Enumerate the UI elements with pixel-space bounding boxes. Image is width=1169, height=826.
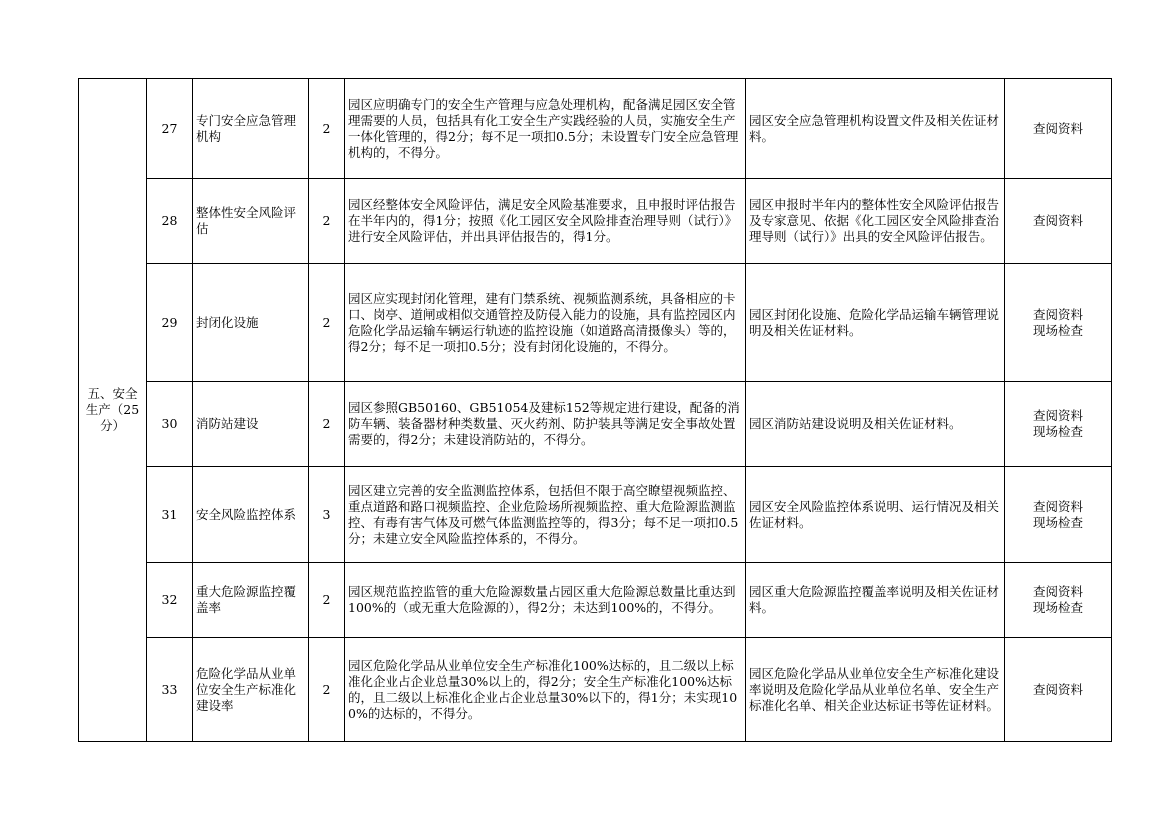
review-method-line: 现场检查 xyxy=(1032,322,1083,338)
item-number: 27 xyxy=(147,79,193,179)
item-name: 危险化学品从业单位安全生产标准化建设率 xyxy=(193,638,309,742)
review-method xyxy=(1005,264,1112,382)
item-number: 30 xyxy=(147,382,193,467)
category-cell: 五、安全生产（25分） xyxy=(79,79,147,742)
review-method-line: 现场检查 xyxy=(1032,514,1083,530)
review-method-line: 查阅资料 xyxy=(1032,408,1083,423)
item-score: 2 xyxy=(309,382,345,467)
item-number: 28 xyxy=(147,179,193,264)
required-materials: 园区安全风险监控体系说明、运行情况及相关佐证材料。 xyxy=(746,467,1005,563)
review-method xyxy=(1005,467,1112,563)
item-score: 2 xyxy=(309,563,345,638)
review-method-line: 查阅资料 xyxy=(1032,213,1083,228)
review-method-line: 查阅资料 xyxy=(1032,681,1083,697)
review-method-line: 现场检查 xyxy=(1032,424,1083,439)
table-row xyxy=(79,467,1112,563)
review-method-line: 查阅资料 xyxy=(1032,584,1083,599)
item-name: 整体性安全风险评估 xyxy=(193,179,309,264)
table-row xyxy=(79,563,1112,638)
table-row xyxy=(79,79,1112,179)
item-number: 33 xyxy=(147,638,193,742)
review-method xyxy=(1005,179,1112,264)
scoring-standard: 园区规范监控监管的重大危险源数量占园区重大危险源总数量比重达到100%的（或无重大危险源的），得2分；未达到100%的，不得分。 xyxy=(345,563,746,638)
item-number: 29 xyxy=(147,264,193,382)
scoring-standard: 园区经整体安全风险评估，满足安全风险基准要求，且申报时评估报告在半年内的，得1分；按照《化工园区安全风险排查治理导则（试行）》进行安全风险评估，并出具评估报告的，得1分。 xyxy=(345,179,746,264)
item-score: 2 xyxy=(309,264,345,382)
review-method-line: 现场检查 xyxy=(1032,600,1083,615)
review-method xyxy=(1005,382,1112,467)
scoring-standard: 园区危险化学品从业单位安全生产标准化100%达标的，且二级以上标准化企业占企业总量30%以上的，得2分；安全生产标准化100%达标的，且二级以上标准化企业占企业总量30%以下的，得1分；未实现100%的达标的，不得分。 xyxy=(345,638,746,742)
required-materials: 园区安全应急管理机构设置文件及相关佐证材料。 xyxy=(746,79,1005,179)
required-materials: 园区封闭化设施、危险化学品运输车辆管理说明及相关佐证材料。 xyxy=(746,264,1005,382)
table-row xyxy=(79,264,1112,382)
table-row xyxy=(79,382,1112,467)
evaluation-table xyxy=(78,78,1112,742)
required-materials: 园区危险化学品从业单位安全生产标准化建设率说明及危险化学品从业单位名单、安全生产标准化名单、相关企业达标证书等佐证材料。 xyxy=(746,638,1005,742)
item-name: 专门安全应急管理机构 xyxy=(193,79,309,179)
review-method-line: 查阅资料 xyxy=(1032,306,1083,322)
table-row xyxy=(79,638,1112,742)
item-score: 2 xyxy=(309,638,345,742)
scoring-standard: 园区应实现封闭化管理，建有门禁系统、视频监测系统，具备相应的卡口、岗亭、道闸或相似交通管控及防侵入能力的设施，具有监控园区内危险化学品运输车辆运行轨迹的监控设施（如道路高清摄像头）等的，得2分；每不足一项扣0.5分；没有封闭化设施的，不得分。 xyxy=(345,264,746,382)
item-score: 2 xyxy=(309,179,345,264)
required-materials: 园区消防站建设说明及相关佐证材料。 xyxy=(746,382,1005,467)
item-name: 消防站建设 xyxy=(193,382,309,467)
item-number: 31 xyxy=(147,467,193,563)
review-method-line: 查阅资料 xyxy=(1032,120,1083,136)
item-score: 3 xyxy=(309,467,345,563)
review-method xyxy=(1005,563,1112,638)
required-materials: 园区申报时半年内的整体性安全风险评估报告及专家意见、依据《化工园区安全风险排查治理导则（试行）》出具的安全风险评估报告。 xyxy=(746,179,1005,264)
required-materials: 园区重大危险源监控覆盖率说明及相关佐证材料。 xyxy=(746,563,1005,638)
review-method xyxy=(1005,79,1112,179)
item-name: 封闭化设施 xyxy=(193,264,309,382)
item-name: 重大危险源监控覆盖率 xyxy=(193,563,309,638)
scoring-standard: 园区应明确专门的安全生产管理与应急处理机构，配备满足园区安全管理需要的人员，包括具有化工安全生产实践经验的人员，实施安全生产一体化管理的，得2分；每不足一项扣0.5分；未设置专门安全应急管理机构的，不得分。 xyxy=(345,79,746,179)
review-method-line: 查阅资料 xyxy=(1032,498,1083,514)
review-method xyxy=(1005,638,1112,742)
item-score: 2 xyxy=(309,79,345,179)
item-name: 安全风险监控体系 xyxy=(193,467,309,563)
item-number: 32 xyxy=(147,563,193,638)
scoring-standard: 园区建立完善的安全监测监控体系，包括但不限于高空瞭望视频监控、重点道路和路口视频监控、企业危险场所视频监控、重大危险源监测监控、有毒有害气体及可燃气体监测监控等的，得3分；每不足一项扣0.5分；未建立安全风险监控体系的，不得分。 xyxy=(345,467,746,563)
scoring-standard: 园区参照GB50160、GB51054及建标152等规定进行建设，配备的消防车辆、装备器材种类数量、灭火药剂、防护装具等满足安全事故处置需要的，得2分；未建设消防站的，不得分。 xyxy=(345,382,746,467)
table-row xyxy=(79,179,1112,264)
